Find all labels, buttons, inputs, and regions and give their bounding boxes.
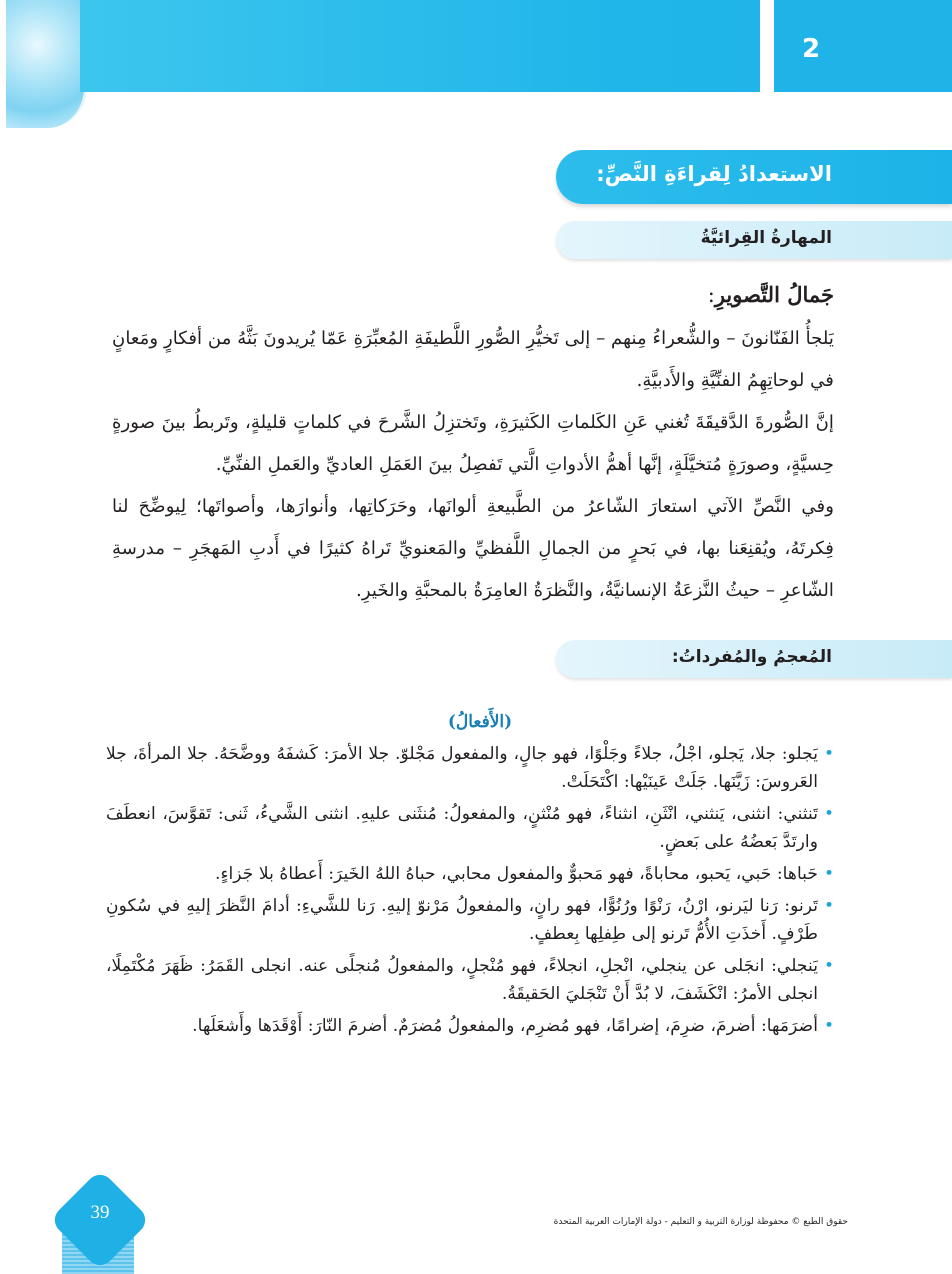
section-title-text: جَمالُ التَّصويرِ [714,282,834,307]
unit-number: 2 [801,34,821,64]
paragraph-3 [112,486,834,612]
paragraph-text: وفي النَّصِّ الآتي استعارَ الشّاعرُ من الطَّبيعةِ ألوانَها، وحَرَكاتِها، وأنوارَها، وأصواتَها؛ لِيوضِّحَ لنا فِكرتَهُ، ويُقنِعَنا بها، في بَحرٍ من الجمالِ اللَّفظيِّ والمَعنويِّ تَراهُ كثيرًا في أَدبِ المَهجَرِ – مدرسةِ الشّاعرِ – حيثُ النَّزعَةُ الإنسانيَّةُ، والنَّظرَةُ العامِرَةُ بالمحبَّةِ والخَيرِ. [112,496,834,601]
list-item-text: أضرَمَها: أضرمَ، ضرِمَ، إضرامًا، فهو مُضرِم، والمفعولُ مُضرَمٌ. أضرمَ النّارَ: أَوْقَدَها وأَشعَلَها. [192,1016,818,1036]
skill-heading-banner [556,221,952,259]
paragraph-text: يَلجأُ الفَنّانونَ – والشُّعراءُ مِنهم – إلى تَخيُّرِ الصُّورِ اللَّطيفَةِ المُعبِّرَةِ عَمّا يُريدونَ بَثَّهُ من أفكارٍ ومَعانٍ في لوحاتِهِمُ الفنِّيَّةِ والأَدبيَّةِ. [112,328,834,391]
list-item-text: تَرنو: رَنا ليَرنو، ارْنُ، رَنْوًا ورُنُوًّا، فهو رانٍ، والمفعولُ مَرْنوّ إليهِ. رَنا للشَّيءِ: أدامَ النَّظرَ إليهِ في سُكونِ طَرْفٍ. أَخذَتِ الأُمُّ تَرنو إلى طِفلِها بِعطفٍ. [106,896,818,944]
skill-heading: المهارةُ القِرائيَّةُ [700,228,832,248]
corner-decoration [6,0,87,128]
list-item-text: حَباها: حَبي، يَحبو، محاباةً، فهو مَحبوٌّ والمفعول محابي، حباهُ اللهُ الخَيرَ: أَعطاهُ بلا جَزاءٍ. [214,864,818,884]
verbs-title: (الأَفعالُ) [447,712,513,732]
list-item [106,800,834,856]
lexicon-heading: المُعجمُ والمُفرداتُ: [671,647,832,667]
bullet-icon: • [823,744,834,764]
main-heading-banner [556,150,952,204]
list-item-text: يَنجلي: انجَلى عن ينجلي، انْجلِ، انجلاءً، فهو مُنْجلٍ، والمفعولُ مُنجلًى عنه. انجلى القَمَرُ: ظَهَرَ مُكْتَمِلًا، انجلى الأمرُ: انْكَشَفَ، لا بُدَّ أَنْ تَنْجَليَ الحَقيقَةُ. [106,956,818,1004]
paragraph-2 [112,402,834,486]
copyright-notice: حقوق الطبع © محفوظة لوزارة التربية و التعليم - دولة الإمارات العربية المتحدة [553,1217,848,1227]
list-item-text: يَجلو: جلا، يَجلو، اجْلُ، جلاءً وجَلْوًا، فهو جالٍ، والمفعول مَجْلوّ. جلا الأمرَ: كَشفَهُ ووضَّحَهُ. جلا المرأةَ، جلا العَروسَ: زَيَّنَها. جَلَتْ عَينَيْها: اكْتَحَلَتْ. [106,744,818,792]
bullet-icon: • [823,1016,834,1036]
verb-list [106,740,834,1044]
header-band-divider [760,0,774,100]
list-item [106,952,834,1008]
bullet-icon: • [823,896,834,916]
bullet-icon: • [823,804,834,824]
list-item [106,740,834,796]
lexicon-heading-banner [556,640,952,678]
paragraph-text: إنَّ الصُّورةَ الدَّقيقَةَ تُغني عَنِ الكَلماتِ الكَثيرَةِ، وتَختزِلُ الشَّرحَ في كلماتٍ قليلةٍ، وتَربطُ بينَ صورةٍ حِسيَّةٍ، وصورَةٍ مُتخيَّلَةٍ، إنَّها أهمُّ الأدواتِ الَّتي تَفصِلُ بينَ العَمَلِ العاديِّ والعَملِ الفنِّيِّ. [112,412,834,475]
bullet-icon: • [823,956,834,976]
list-item [106,860,834,888]
paragraph-1 [112,318,834,402]
page-number: 39 [90,1202,110,1223]
section-title-colon: : [707,283,715,307]
list-item [106,1012,834,1040]
section-title [708,282,834,307]
list-item [106,892,834,948]
list-item-text: تَنثني: انثنى، يَنثني، انْثَنِ، انثناءً، فهو مُنْثنٍ، والمفعولُ: مُنثَنى عليهِ. انثنى الشَّيءُ، ثَنى: تَقوَّسَ، انعطَفَ وارتَدَّ بَعضُهُ على بَعضٍ. [106,804,818,852]
main-heading: الاستعدادُ لِقراءَةِ النَّصِّ: [596,162,832,186]
bullet-icon: • [823,864,834,884]
